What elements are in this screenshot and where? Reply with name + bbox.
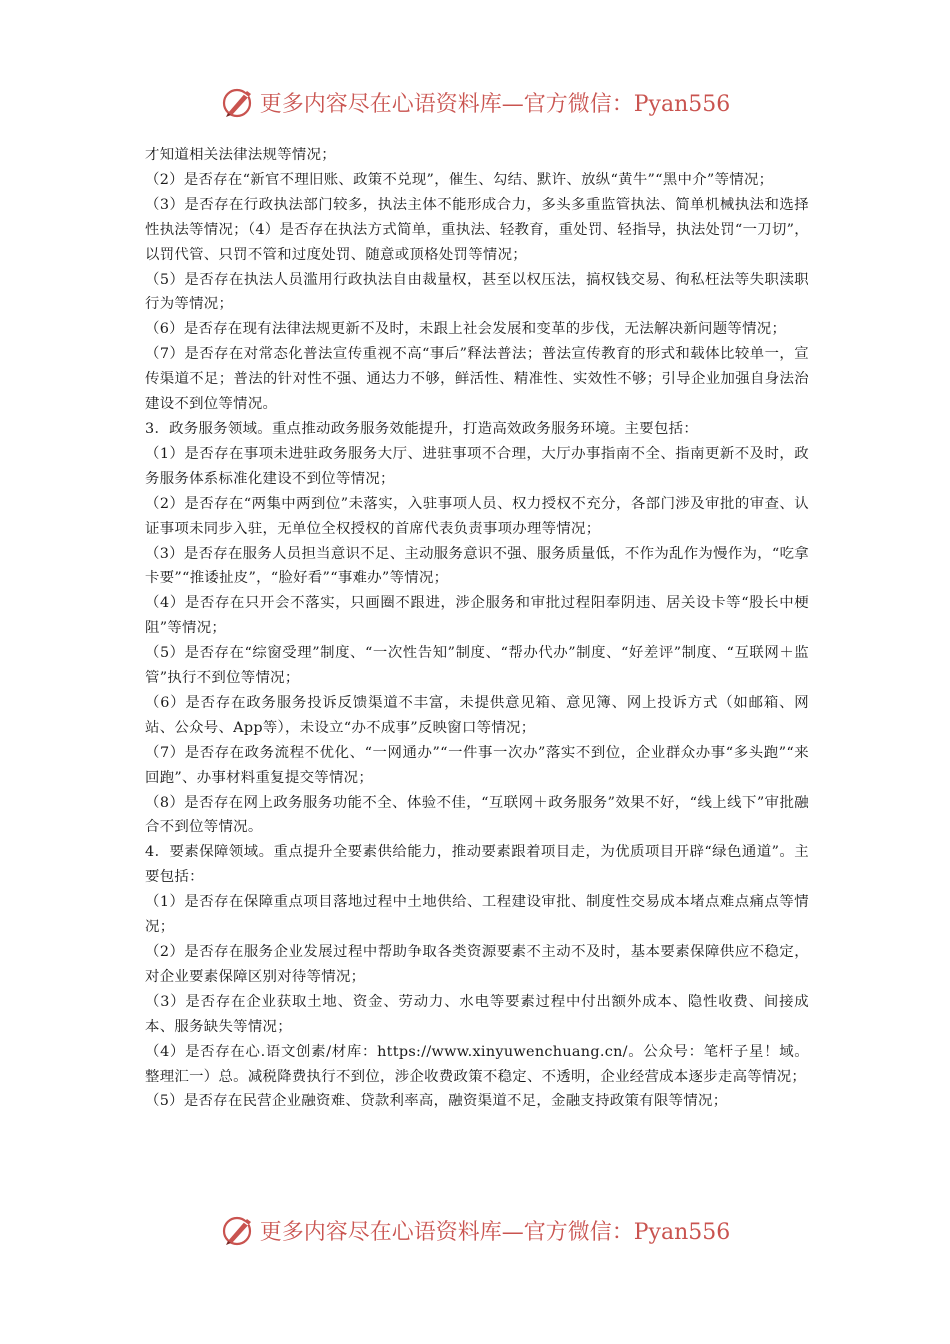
paragraph: （5）是否存在执法人员滥用行政执法自由裁量权，甚至以权压法，搞权钱交易、徇私枉法等失职渎职行为等情况； [145, 271, 809, 313]
paragraph: （5）是否存在民营企业融资难、贷款利率高，融资渠道不足，金融支持政策有限等情况； [145, 1093, 728, 1110]
paragraph: （3）是否存在行政执法部门较多，执法主体不能形成合力，多头多重监管执法、简单机械执法和选择性执法等情况；（4）是否存在执法方式简单，重执法、轻教育，重处罚、轻指导，执法处罚“一刀切”，以罚代管、只罚不管和过度处罚、随意或顶格处罚等情况； [145, 196, 809, 263]
header-banner [0, 82, 950, 122]
paragraph: （4）是否存在心.语文创素/材库：https://www.xinyuwenchuang.cn/。公众号：笔杆子星！域。整理汇一）总。减税降费执行不到位，涉企收费政策不稳定、不透明，企业经营成本逐步走高等情况； [145, 1043, 809, 1085]
banner-text: 更多内容尽在心语资料库—官方微信：Pyan556 [259, 91, 731, 117]
paragraph: （8）是否存在网上政务服务功能不全、体验不佳，“互联网＋政务服务”效果不好，“线上线下”审批融合不到位等情况。 [145, 794, 809, 836]
footer-banner [0, 1210, 950, 1250]
paragraph: （7）是否存在政务流程不优化、“一网通办”“一件事一次办”落实不到位，企业群众办事“多头跑”“来回跑”、办事材料重复提交等情况； [145, 744, 809, 786]
paragraph: （1）是否存在保障重点项目落地过程中土地供给、工程建设审批、制度性交易成本堵点难点痛点等情况； [145, 894, 809, 936]
section-heading: 3．政务服务领域。重点推动政务服务效能提升，打造高效政务服务环境。主要包括： [145, 420, 699, 437]
paragraph: （3）是否存在服务人员担当意识不足、主动服务意识不强、服务质量低，不作为乱作为慢作为，“吃拿卡要”“推诿扯皮”，“脸好看”“事难办”等情况； [145, 545, 809, 587]
paragraph: （6）是否存在政务服务投诉反馈渠道不丰富，未提供意见箱、意见簿、网上投诉方式（如邮箱、网站、公众号、App等），未设立“办不成事”反映窗口等情况； [145, 694, 809, 736]
section-heading: 4．要素保障领域。重点提升全要素供给能力，推动要素跟着项目走，为优质项目开辟“绿色通道”。主要包括： [145, 844, 809, 886]
paragraph: （2）是否存在“新官不理旧账、政策不兑现”，催生、勾结、默许、放纵“黄牛”“黑中介”等情况； [145, 171, 774, 188]
pen-logo-icon [220, 84, 256, 120]
paragraph: （2）是否存在服务企业发展过程中帮助争取各类资源要素不主动不及时，基本要素保障供应不稳定，对企业要素保障区别对待等情况； [145, 944, 809, 985]
paragraph: 才知道相关法律法规等情况； [145, 147, 336, 163]
banner-text: 更多内容尽在心语资料库—官方微信：Pyan556 [259, 1219, 731, 1245]
paragraph: （6）是否存在现有法律法规更新不及时，未跟上社会发展和变革的步伐，无法解决新问题等情况； [145, 321, 787, 338]
pen-logo-icon [220, 1212, 256, 1248]
document-body [145, 143, 809, 1114]
paragraph: （3）是否存在企业获取土地、资金、劳动力、水电等要素过程中付出额外成本、隐性收费、间接成本、服务缺失等情况； [145, 993, 809, 1035]
paragraph: （1）是否存在事项未进驻政务服务大厅、进驻事项不合理，大厅办事指南不全、指南更新不及时，政务服务体系标准化建设不到位等情况； [145, 445, 809, 487]
paragraph: （5）是否存在“综窗受理”制度、“一次性告知”制度、“帮办代办”制度、“好差评”制度、“互联网＋监管”执行不到位等情况； [145, 645, 809, 687]
paragraph: （7）是否存在对常态化普法宣传重视不高“事后”释法普法；普法宣传教育的形式和载体比较单一，宣传渠道不足；普法的针对性不强、通达力不够，鲜活性、精准性、实效性不够；引导企业加强自身法治建设不到位等情况。 [145, 346, 809, 413]
paragraph: （4）是否存在只开会不落实，只画圈不跟进，涉企服务和审批过程阳奉阴违、居关设卡等“股长中梗阻”等情况； [145, 595, 809, 637]
paragraph: （2）是否存在“两集中两到位”未落实，入驻事项人员、权力授权不充分，各部门涉及审批的审查、认证事项未同步入驻，无单位全权授权的首席代表负责事项办理等情况； [145, 495, 809, 537]
